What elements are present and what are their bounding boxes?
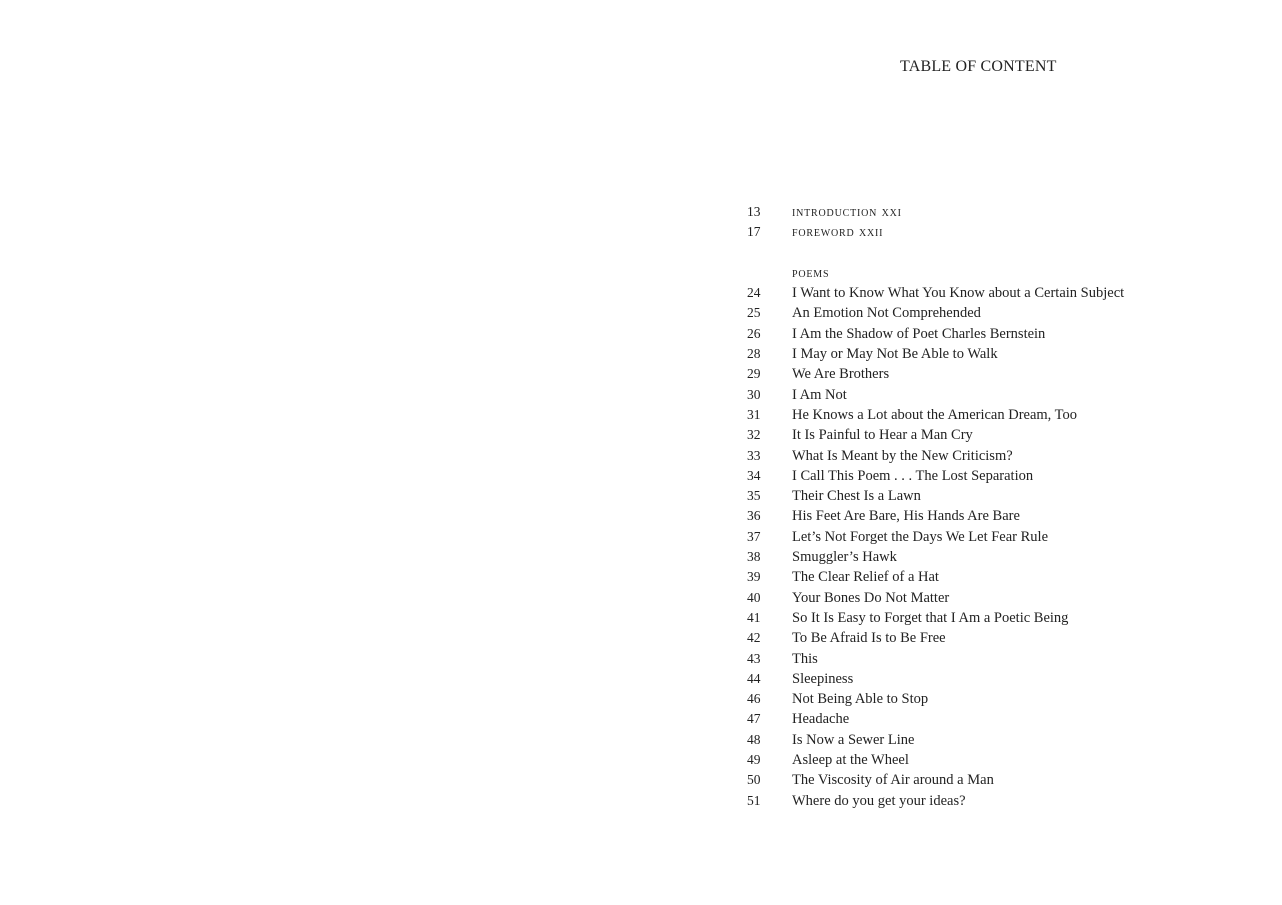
entry-title: To Be Afraid Is to Be Free	[792, 630, 946, 647]
entry-title: The Viscosity of Air around a Man	[792, 772, 994, 789]
toc-entry	[747, 689, 1267, 709]
toc-entry	[747, 730, 1267, 750]
page-number: 47	[747, 711, 761, 727]
entry-title: I May or May Not Be Able to Walk	[792, 346, 998, 363]
entry-title: Is Now a Sewer Line	[792, 731, 915, 748]
toc-entry-introduction	[747, 202, 1267, 222]
page-number: 32	[747, 427, 761, 443]
entry-title: foreword xxii	[792, 224, 884, 241]
spacer	[747, 243, 1267, 263]
entry-title: Asleep at the Wheel	[792, 752, 909, 769]
entry-title: Not Being Able to Stop	[792, 691, 929, 708]
page-number: 50	[747, 772, 761, 788]
page-number: 35	[747, 488, 761, 504]
toc-entry	[747, 506, 1267, 526]
page-number: 37	[747, 528, 761, 544]
page-number: 26	[747, 325, 761, 341]
entry-title: What Is Meant by the New Criticism?	[792, 447, 1013, 464]
toc-entry	[747, 364, 1267, 384]
entry-title: I Call This Poem . . . The Lost Separation	[792, 467, 1034, 484]
entry-title: It Is Painful to Hear a Man Cry	[792, 427, 973, 444]
toc-entry	[747, 628, 1267, 648]
toc-page	[641, 0, 1282, 905]
toc-entry	[747, 425, 1267, 445]
page-number: 49	[747, 752, 761, 768]
page-number: 33	[747, 447, 761, 463]
entry-title: His Feet Are Bare, His Hands Are Bare	[792, 508, 1020, 525]
page-number: 13	[747, 204, 761, 219]
page-number: 34	[747, 467, 761, 483]
entry-title: introduction xxi	[792, 204, 902, 220]
entry-title: Their Chest Is a Lawn	[792, 488, 921, 505]
entry-title: This	[792, 650, 818, 667]
page-number: 30	[747, 386, 761, 402]
toc-list	[747, 202, 1267, 811]
page-number: 46	[747, 691, 761, 707]
page-number: 29	[747, 366, 761, 382]
page-number: 51	[747, 792, 761, 808]
page-number: 28	[747, 346, 761, 362]
toc-entry	[747, 547, 1267, 567]
entry-title: I Am the Shadow of Poet Charles Bernstein	[792, 325, 1046, 342]
toc-entry	[747, 344, 1267, 364]
empty-number	[747, 263, 792, 283]
entry-title: Your Bones Do Not Matter	[792, 589, 950, 606]
section-heading-row	[747, 263, 1267, 283]
page-number: 38	[747, 549, 761, 565]
page-number: 41	[747, 609, 761, 625]
page-number: 17	[747, 224, 761, 240]
page-number: 31	[747, 406, 761, 422]
page-number: 42	[747, 630, 761, 646]
page-number: 25	[747, 305, 761, 321]
page-number: 39	[747, 569, 761, 585]
page-number: 24	[747, 285, 761, 301]
page-number: 43	[747, 650, 761, 666]
toc-entry	[747, 466, 1267, 486]
toc-entry-foreword	[747, 222, 1267, 242]
toc-entry	[747, 385, 1267, 405]
toc-entry	[747, 791, 1267, 811]
entry-title: Let’s Not Forget the Days We Let Fear Rule	[792, 528, 1049, 545]
section-heading: poems	[792, 264, 830, 281]
toc-entry	[747, 405, 1267, 425]
entry-title: The Clear Relief of a Hat	[792, 569, 939, 586]
entry-title: I Want to Know What You Know about a Certain Subject	[792, 285, 1125, 302]
page-number: 44	[747, 670, 761, 686]
toc-entry	[747, 649, 1267, 669]
entry-title: We Are Brothers	[792, 366, 890, 383]
page-title: TABLE OF CONTENT	[900, 58, 1057, 75]
page-number: 40	[747, 589, 761, 605]
entry-title: I Am Not	[792, 386, 847, 403]
toc-entry	[747, 446, 1267, 466]
toc-entry	[747, 770, 1267, 790]
toc-entry	[747, 283, 1267, 303]
toc-entry	[747, 486, 1267, 506]
toc-entry	[747, 567, 1267, 587]
entry-title: Where do you get your ideas?	[792, 792, 966, 809]
entry-title: Headache	[792, 711, 850, 728]
entry-title: Smuggler’s Hawk	[792, 549, 897, 566]
toc-entry	[747, 588, 1267, 608]
entry-title: So It Is Easy to Forget that I Am a Poetic Being	[792, 609, 1069, 626]
entry-title: He Knows a Lot about the American Dream, Too	[792, 406, 1078, 423]
toc-entry	[747, 709, 1267, 729]
toc-entry	[747, 750, 1267, 770]
entry-title: Sleepiness	[792, 670, 854, 687]
toc-entry	[747, 669, 1267, 689]
toc-entry	[747, 324, 1267, 344]
page-number: 36	[747, 508, 761, 524]
entry-title: An Emotion Not Comprehended	[792, 305, 981, 322]
toc-entry	[747, 527, 1267, 547]
toc-entry	[747, 608, 1267, 628]
toc-entry	[747, 303, 1267, 323]
page-number: 48	[747, 731, 761, 747]
